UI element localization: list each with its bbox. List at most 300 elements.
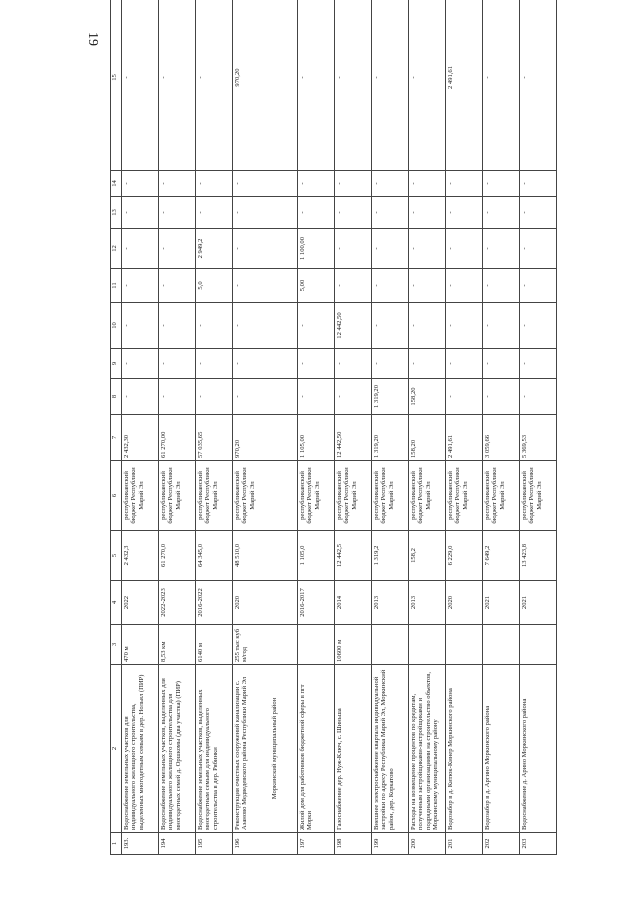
column-header: 11 — [111, 269, 122, 303]
value-col-14-cell — [483, 171, 520, 197]
value-col-15: - — [410, 76, 417, 79]
years-cell — [372, 581, 409, 625]
value-col-12-cell — [409, 229, 446, 269]
object-name: Жилой дом для работников бюджетной сферы в пгт Морки — [299, 684, 314, 830]
total-value-cell — [233, 415, 298, 461]
value-col-9: - — [521, 362, 528, 365]
total-value: 1 319,20 — [373, 434, 380, 458]
value-col-11: - — [447, 284, 454, 287]
total-value: 5 369,53 — [521, 434, 528, 458]
value-col-9-cell — [335, 349, 372, 379]
years: 2020 — [447, 595, 454, 610]
years-cell — [159, 581, 196, 625]
capacity: 10600 м — [336, 639, 343, 662]
estimated-cost-cell — [520, 531, 557, 581]
total-value-cell — [520, 415, 557, 461]
total-value-cell — [483, 415, 520, 461]
value-col-11-cell — [409, 269, 446, 303]
row-number-cell — [335, 833, 372, 855]
capacity-cell — [483, 625, 520, 665]
value-col-10: - — [484, 324, 491, 327]
funding-source-cell — [122, 461, 159, 531]
value-col-15: - — [521, 76, 528, 79]
column-header: 3 — [111, 625, 122, 665]
value-col-13-cell — [335, 197, 372, 229]
funding-source-cell — [196, 461, 233, 531]
value-col-12-cell — [122, 229, 159, 269]
value-col-14-cell — [196, 171, 233, 197]
table-body — [122, 0, 557, 855]
value-col-14: - — [299, 182, 306, 185]
years: 2020 — [234, 595, 241, 610]
funding-source-cell — [233, 461, 298, 531]
row-number-cell — [483, 833, 520, 855]
years: 2022-2023 — [160, 588, 167, 617]
value-col-12-cell — [159, 229, 196, 269]
value-col-13-cell — [409, 197, 446, 229]
value-col-11-cell — [233, 269, 298, 303]
total-value: 970,20 — [234, 439, 241, 458]
estimated-cost: 6 229,0 — [447, 545, 454, 566]
value-col-12: - — [447, 247, 454, 250]
value-col-9-cell — [372, 349, 409, 379]
funding-source: республиканский бюджет Республики Марий Эл — [373, 467, 395, 524]
value-col-15-cell — [446, 0, 483, 171]
value-col-9-cell — [196, 349, 233, 379]
capacity-cell — [520, 625, 557, 665]
value-col-13-cell — [233, 197, 298, 229]
value-col-14-cell — [335, 171, 372, 197]
years-cell — [196, 581, 233, 625]
years-cell — [446, 581, 483, 625]
value-col-8: - — [447, 395, 454, 398]
value-col-8-cell — [483, 379, 520, 415]
value-col-15: - — [299, 76, 306, 79]
value-col-15-cell — [298, 0, 335, 171]
value-col-11: - — [521, 284, 528, 287]
value-col-15-cell — [409, 0, 446, 171]
value-col-9: - — [336, 362, 343, 365]
funding-source: республиканский бюджет Республики Марий Эл — [123, 467, 145, 524]
value-col-9: - — [447, 362, 454, 365]
value-col-14-cell — [159, 171, 196, 197]
estimated-cost: 2 432,3 — [123, 545, 130, 566]
value-col-10: - — [160, 324, 167, 327]
value-col-13: - — [299, 211, 306, 214]
total-value-cell — [372, 415, 409, 461]
object-name: Водоснабжение земельных участков, выделенных для индивидуального жилищного строительства для многодетных семей д. Оршкомы (два участка) (ПИР) — [160, 678, 182, 830]
value-col-9: - — [373, 362, 380, 365]
object-name-cell — [159, 665, 196, 833]
capacity-cell — [335, 625, 372, 665]
row-number: 194 — [160, 838, 167, 849]
value-col-12-cell — [298, 229, 335, 269]
capacity-cell — [122, 625, 159, 665]
object-name-cell — [122, 665, 159, 833]
total-value: 1 105,00 — [299, 434, 306, 458]
funding-source-cell — [409, 461, 446, 531]
value-col-11: - — [410, 284, 417, 287]
value-col-14-cell — [446, 171, 483, 197]
years-cell — [233, 581, 298, 625]
value-col-10-cell — [335, 303, 372, 349]
years-cell — [520, 581, 557, 625]
value-col-12-cell — [233, 229, 298, 269]
value-col-8-cell — [409, 379, 446, 415]
column-header: 10 — [111, 303, 122, 349]
value-col-11: - — [336, 284, 343, 287]
value-col-8: - — [160, 395, 167, 398]
object-name-cell — [196, 665, 233, 833]
value-col-10: - — [123, 324, 130, 327]
value-col-10: - — [447, 324, 454, 327]
row-number: 200 — [410, 838, 417, 849]
value-col-11-cell — [520, 269, 557, 303]
funding-source-cell — [446, 461, 483, 531]
object-name: Водоснабжение д. Арино Моркинского района — [521, 698, 528, 830]
value-col-11-cell — [298, 269, 335, 303]
funding-source: республиканский бюджет Республики Марий Эл — [234, 467, 256, 524]
value-col-8-cell — [233, 379, 298, 415]
value-col-8: - — [299, 395, 306, 398]
value-col-10-cell — [122, 303, 159, 349]
value-col-13-cell — [372, 197, 409, 229]
column-header: 13 — [111, 197, 122, 229]
value-col-12: - — [123, 247, 130, 250]
estimated-cost-cell — [446, 531, 483, 581]
table-row — [335, 0, 372, 855]
row-number: 197 — [299, 838, 306, 849]
funding-source: республиканский бюджет Республики Марий Эл — [484, 467, 506, 524]
value-col-10-cell — [483, 303, 520, 349]
estimated-cost-cell — [483, 531, 520, 581]
object-name-cell — [335, 665, 372, 833]
object-name: Водозабор в д. Аргино Моркинского района — [484, 705, 491, 830]
row-number-cell — [122, 833, 159, 855]
value-col-10-cell — [446, 303, 483, 349]
value-col-10: - — [521, 324, 528, 327]
value-col-8-cell — [196, 379, 233, 415]
value-col-8: - — [234, 395, 241, 398]
value-col-8: - — [197, 395, 204, 398]
total-value: 2 432,30 — [123, 434, 130, 458]
value-col-11: 5,00 — [299, 279, 306, 292]
column-header: 2 — [111, 665, 122, 833]
row-number: 199 — [373, 838, 380, 849]
estimated-cost-cell — [409, 531, 446, 581]
capacity-cell — [196, 625, 233, 665]
row-number-cell — [196, 833, 233, 855]
value-col-12-cell — [520, 229, 557, 269]
funding-source-cell — [520, 461, 557, 531]
value-col-15: - — [123, 76, 130, 79]
object-name-cell — [446, 665, 483, 833]
column-header: 4 — [111, 581, 122, 625]
total-value-cell — [335, 415, 372, 461]
object-name: Расходы на возмещение процентов по кредитам, полученным застройщиками-застройщиками и подрядными организациями на строительство объектов, Моркинскому муниципальному району — [410, 671, 440, 830]
years: 2016-2017 — [299, 588, 306, 617]
value-col-9: - — [484, 362, 491, 365]
value-col-11-cell — [122, 269, 159, 303]
value-col-8-cell — [298, 379, 335, 415]
estimated-cost-cell — [372, 531, 409, 581]
value-col-10-cell — [520, 303, 557, 349]
value-col-15: - — [373, 76, 380, 79]
value-col-8: - — [484, 395, 491, 398]
row-number: 196 — [234, 838, 241, 849]
estimated-cost-cell — [233, 531, 298, 581]
value-col-8: 1 319,20 — [373, 384, 380, 409]
value-col-10-cell — [298, 303, 335, 349]
row-number-cell — [520, 833, 557, 855]
row-number: 195 — [197, 838, 204, 849]
value-col-13: - — [521, 211, 528, 214]
estimated-cost: 7 649,2 — [484, 545, 491, 566]
value-col-13-cell — [159, 197, 196, 229]
table-row — [196, 0, 233, 855]
value-col-14-cell — [122, 171, 159, 197]
column-header: 12 — [111, 229, 122, 269]
value-col-10: - — [197, 324, 204, 327]
value-col-9: - — [410, 362, 417, 365]
row-number-cell — [159, 833, 196, 855]
years-cell — [122, 581, 159, 625]
value-col-10: - — [299, 324, 306, 327]
value-col-15-cell — [520, 0, 557, 171]
estimated-cost-cell — [159, 531, 196, 581]
capacity-cell — [298, 625, 335, 665]
value-col-15: - — [160, 76, 167, 79]
value-col-15-cell — [233, 0, 298, 171]
value-col-15-cell — [122, 0, 159, 171]
value-col-9-cell — [298, 349, 335, 379]
total-value-cell — [446, 415, 483, 461]
value-col-13: - — [484, 211, 491, 214]
capacity: 470 м — [123, 646, 130, 662]
object-name-cell — [233, 665, 298, 833]
value-col-15: - — [484, 76, 491, 79]
value-col-10-cell — [233, 303, 298, 349]
column-header: 8 — [111, 379, 122, 415]
estimated-cost: 13 423,8 — [521, 543, 528, 568]
value-col-13-cell — [196, 197, 233, 229]
table-row — [483, 0, 520, 855]
table-row — [446, 0, 483, 855]
estimated-cost-cell — [298, 531, 335, 581]
funding-source-cell — [298, 461, 335, 531]
value-col-11-cell — [483, 269, 520, 303]
capacity: 8,53 км — [160, 641, 167, 662]
funding-source: республиканский бюджет Республики Марий Эл — [299, 467, 321, 524]
value-col-13: - — [123, 211, 130, 214]
value-col-13-cell — [483, 197, 520, 229]
value-col-15-cell — [159, 0, 196, 171]
value-col-10-cell — [196, 303, 233, 349]
years: 2021 — [521, 595, 528, 610]
value-col-14: - — [373, 182, 380, 185]
value-col-15-cell — [196, 0, 233, 171]
column-header: 9 — [111, 349, 122, 379]
funding-source: республиканский бюджет Республики Марий Эл — [410, 467, 432, 524]
value-col-14: - — [160, 182, 167, 185]
row-number-cell — [233, 833, 298, 855]
row-number-cell — [372, 833, 409, 855]
value-col-13-cell — [122, 197, 159, 229]
row-number: 201 — [447, 838, 454, 849]
funding-source: республиканский бюджет Республики Марий Эл — [197, 467, 219, 524]
estimated-cost: 61 270,0 — [160, 543, 167, 568]
value-col-12: - — [410, 247, 417, 250]
value-col-14: - — [484, 182, 491, 185]
value-col-10: - — [373, 324, 380, 327]
value-col-13: - — [234, 211, 241, 214]
value-col-14-cell — [520, 171, 557, 197]
value-col-14: - — [336, 182, 343, 185]
total-value-cell — [196, 415, 233, 461]
value-col-12-cell — [372, 229, 409, 269]
row-number: 202 — [484, 838, 491, 849]
value-col-15: - — [336, 76, 343, 79]
column-header: 1 — [111, 833, 122, 855]
total-value: 3 059,66 — [484, 434, 491, 458]
value-col-8: 158,20 — [410, 387, 417, 406]
value-col-10-cell — [409, 303, 446, 349]
funding-source-cell — [372, 461, 409, 531]
years-cell — [409, 581, 446, 625]
column-header: 7 — [111, 415, 122, 461]
value-col-11: - — [123, 284, 130, 287]
capacity-cell — [409, 625, 446, 665]
value-col-12: - — [521, 247, 528, 250]
value-col-11-cell — [196, 269, 233, 303]
years: 2021 — [484, 595, 491, 610]
object-name: Водоснабжение земельных участков для индивидуального жилищного строительства, выделенных многодетным семьям в дер. Нольял (ПИР) — [123, 674, 145, 830]
row-number: 193. — [123, 837, 130, 850]
value-col-9-cell — [409, 349, 446, 379]
value-col-11: - — [373, 284, 380, 287]
value-col-10: 12 442,50 — [336, 312, 343, 339]
value-col-10-cell — [159, 303, 196, 349]
object-name-cell — [372, 665, 409, 833]
total-value: 12 442,50 — [336, 431, 343, 458]
row-number: 198 — [336, 838, 343, 849]
value-col-12: 2 949,2 — [197, 238, 204, 259]
total-value: 158,20 — [410, 439, 417, 458]
object-name: Внешнее электроснабжение квартала индивидуальной застройки по адресу Республика Марий Эл, Моркинский район, дер. Коркатово — [373, 669, 395, 830]
value-col-9-cell — [159, 349, 196, 379]
value-col-8: - — [521, 395, 528, 398]
years-cell — [483, 581, 520, 625]
estimated-cost: 1 319,2 — [373, 545, 380, 566]
value-col-13-cell — [446, 197, 483, 229]
total-value-cell — [159, 415, 196, 461]
value-col-11: - — [234, 284, 241, 287]
value-col-10: - — [410, 324, 417, 327]
estimated-cost: 12 442,5 — [336, 543, 343, 568]
capacity-cell — [372, 625, 409, 665]
total-value: 57 035,65 — [197, 431, 204, 458]
value-col-15: 2 491,61 — [447, 65, 454, 90]
total-value: 61 270,00 — [160, 431, 167, 458]
object-name: Водозабор в д. Китюк-Кинер Моркинского района — [447, 688, 454, 830]
value-col-13: - — [447, 211, 454, 214]
page-number: 19 — [85, 32, 100, 46]
value-col-11-cell — [159, 269, 196, 303]
years: 2014 — [336, 595, 343, 610]
value-col-9: - — [299, 362, 306, 365]
years-cell — [298, 581, 335, 625]
value-col-9-cell — [122, 349, 159, 379]
value-col-12: - — [160, 247, 167, 250]
object-name-cell — [409, 665, 446, 833]
row-number: 203 — [521, 838, 528, 849]
value-col-9: - — [123, 362, 130, 365]
object-name: Водоснабжение земельных участков, выделенных многодетным семьям для индивидуального строительства в дер. Рябинки — [197, 689, 219, 830]
column-header: 14 — [111, 171, 122, 197]
column-header: 6 — [111, 461, 122, 531]
years: 2013 — [373, 595, 380, 610]
estimated-cost-cell — [196, 531, 233, 581]
estimated-cost: 64 345,0 — [197, 543, 204, 568]
value-col-9: - — [160, 362, 167, 365]
capacity: 255 тыс куб м/год — [234, 628, 249, 662]
value-col-11-cell — [335, 269, 372, 303]
value-col-12-cell — [483, 229, 520, 269]
years: 2016-2022 — [197, 588, 204, 617]
capacity-cell — [446, 625, 483, 665]
capacity-cell — [159, 625, 196, 665]
investment-table — [110, 0, 557, 855]
years-cell — [335, 581, 372, 625]
table-row — [298, 0, 335, 855]
total-value: 2 491,61 — [447, 434, 454, 458]
table-row — [409, 0, 446, 855]
estimated-cost: 48 510,0 — [234, 543, 241, 568]
object-name-cell — [483, 665, 520, 833]
value-col-14-cell — [298, 171, 335, 197]
column-header: 15 — [111, 0, 122, 171]
years: 2013 — [410, 595, 417, 610]
value-col-8-cell — [520, 379, 557, 415]
table-row — [159, 0, 196, 855]
table-row — [122, 0, 159, 855]
value-col-13: - — [410, 211, 417, 214]
value-col-8-cell — [446, 379, 483, 415]
total-value-cell — [409, 415, 446, 461]
funding-source-cell — [159, 461, 196, 531]
estimated-cost-cell — [122, 531, 159, 581]
value-col-13-cell — [298, 197, 335, 229]
total-value-cell — [298, 415, 335, 461]
value-col-8-cell — [159, 379, 196, 415]
value-col-9-cell — [520, 349, 557, 379]
value-col-12: - — [373, 247, 380, 250]
object-name: Реконструкция очистных сооружений канализации с. Азаново Медведевского района Республики Марий Эл — [234, 676, 249, 830]
value-col-14: - — [521, 182, 528, 185]
value-col-8-cell — [372, 379, 409, 415]
funding-source: республиканский бюджет Республики Марий Эл — [336, 467, 358, 524]
value-col-12: - — [234, 247, 241, 250]
years: 2022 — [123, 595, 130, 610]
value-col-11-cell — [446, 269, 483, 303]
value-col-15: - — [197, 76, 204, 79]
value-col-14-cell — [409, 171, 446, 197]
value-col-11: - — [484, 284, 491, 287]
district-heading: Моркинский муниципальный район — [270, 697, 278, 800]
investment-table-rotated — [110, 65, 630, 855]
value-col-13: - — [197, 211, 204, 214]
capacity: 6140 м — [197, 642, 204, 662]
